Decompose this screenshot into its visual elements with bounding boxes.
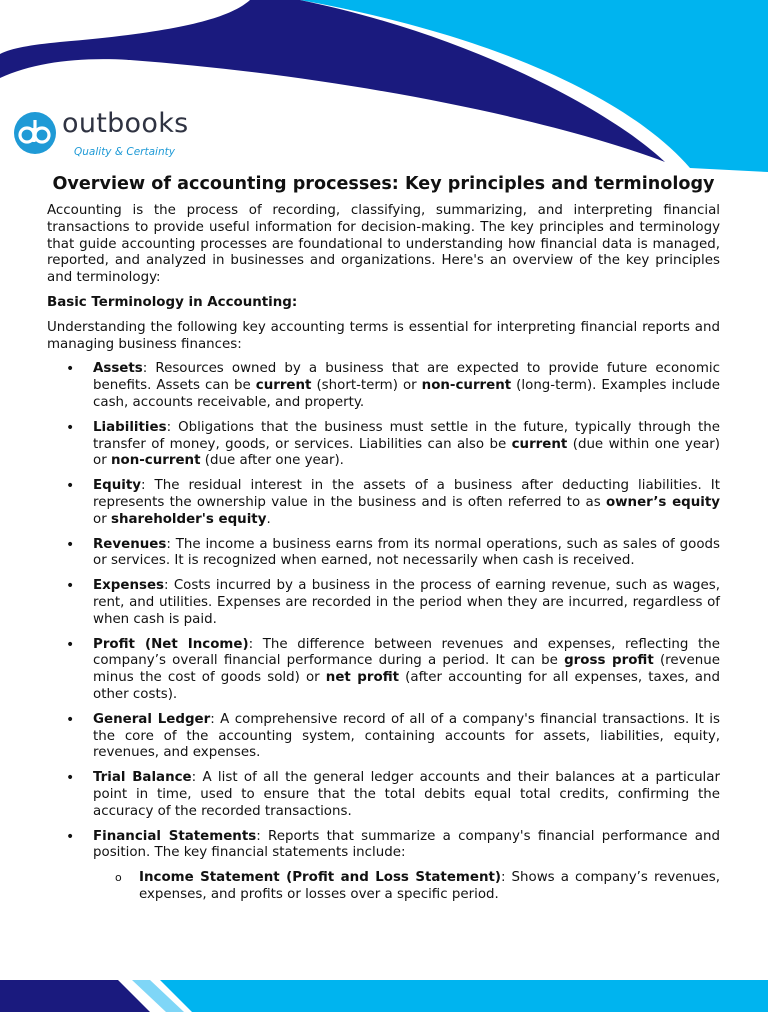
term-item: • Assets: Resources owned by a business that are expected to provide future economic benefits. Assets can be current (short-term) or non-current (long-term). Examples include cash, accounts receivable, and property.: [47, 361, 720, 411]
term-item: • Expenses: Costs incurred by a business in the process of earning revenue, such as wages, rent, and utilities. Expenses are recorded in the period when they are incurred, regardless of when cash is paid.: [47, 578, 720, 628]
document-title: Overview of accounting processes: Key principles and terminology: [52, 174, 715, 194]
logo-tagline: Quality & Certainty: [74, 146, 175, 158]
term-item: • Financial Statements: Reports that summarize a company's financial performance and position. The key financial statements include: o Income Statement (Profit and Loss Statement): Shows a company’s revenues, expenses, and profits or losses over a specific period.: [47, 829, 720, 904]
footer-cyan-band: [160, 980, 768, 1012]
footer-stripe-graphic: [0, 980, 768, 1024]
term-item: • General Ledger: A comprehensive record of all of a company's financial transactions. It is the core of the accounting system, containing accounts for assets, liabilities, equity, revenues, and expenses.: [47, 712, 720, 762]
company-logo: [12, 110, 212, 162]
sub-item: o Income Statement (Profit and Loss Statement): Shows a company’s revenues, expenses, and profits or losses over a specific period.: [93, 870, 720, 904]
term-item: • Trial Balance: A list of all the general ledger accounts and their balances at a particular point in time, used to ensure that the total debits equal total credits, confirming the accuracy of the recorded transactions.: [47, 770, 720, 820]
term-item: • Liabilities: Obligations that the business must settle in the future, typically through the transfer of money, goods, or services. Liabilities can also be current (due within one year) or non-current (due after one year).: [47, 420, 720, 470]
section-intro: Understanding the following key accounting terms is essential for interpreting financial reports and managing business finances:: [47, 319, 720, 352]
logo-mark-icon: [12, 110, 62, 156]
term-item: • Revenues: The income a business earns from its normal operations, such as sales of goods or services. It is recognized when earned, not necessarily when cash is received.: [47, 537, 720, 571]
financial-statements-sublist: [93, 870, 720, 904]
term-item: • Profit (Net Income): The difference between revenues and expenses, reflecting the company’s overall financial performance during a period. It can be gross profit (revenue minus the cost of goods sold) or net profit (after accounting for all expenses, taxes, and other costs).: [47, 637, 720, 704]
document-body: [47, 173, 720, 912]
footer-navy-band: [0, 980, 150, 1012]
intro-paragraph: Accounting is the process of recording, classifying, summarizing, and interpreting financial transactions to provide useful information for decision-making. The key principles and terminology that guide accounting processes are foundational to understanding how financial data is managed, reported, and analyzed in businesses and organizations. Here's an overview of the key principles and terminology:: [47, 203, 720, 286]
logo-wordmark: outbooks: [62, 108, 189, 139]
terms-list: [47, 361, 720, 903]
term-item: • Equity: The residual interest in the assets of a business after deducting liabilities. It represents the ownership value in the business and is often referred to as owner’s equity or shareholder's equity.: [47, 478, 720, 528]
section-heading: Basic Terminology in Accounting:: [47, 294, 298, 310]
